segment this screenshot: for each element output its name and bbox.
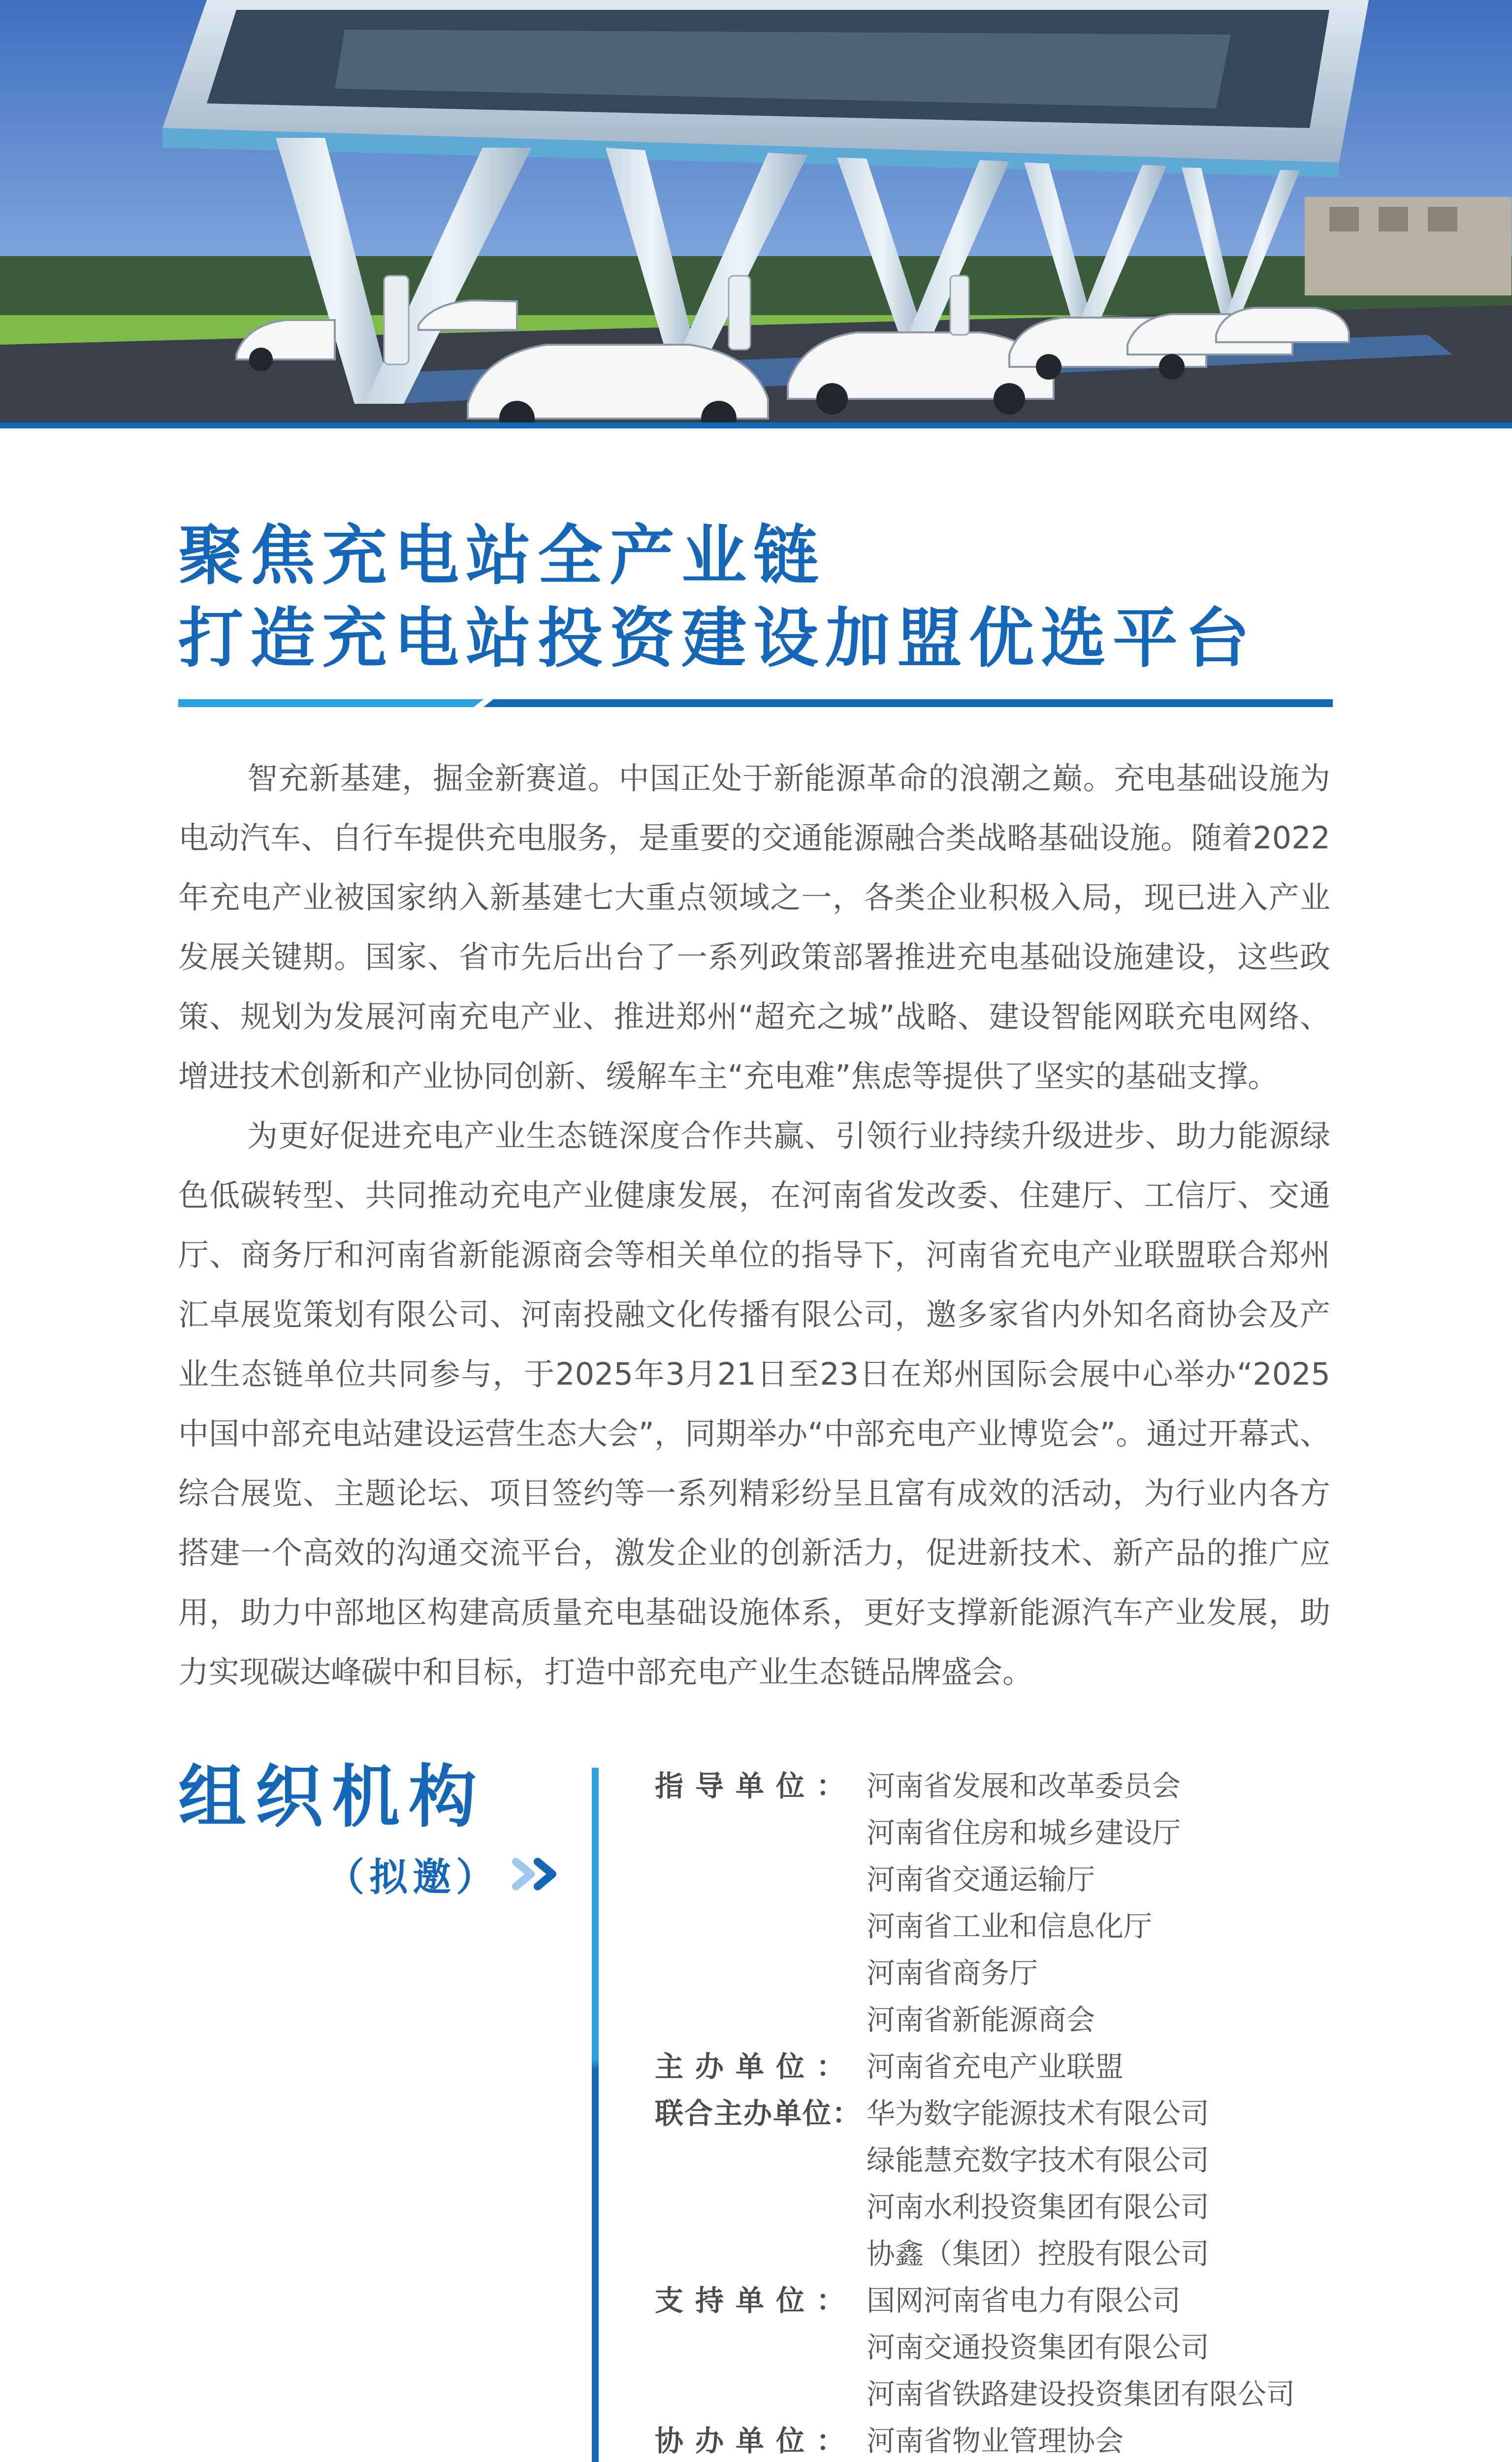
org-item: 河南省发展和改革委员会 (867, 1769, 1181, 1803)
organization-title: 组织机构 (178, 1757, 486, 1837)
org-item: 河南省新能源商会 (867, 2003, 1095, 2037)
title-line-2: 打造充电站投资建设加盟优选平台 (178, 601, 1256, 677)
main-title (178, 515, 1335, 680)
organization-heading (178, 1757, 500, 1900)
org-group-co-organizer (655, 2418, 1344, 2462)
org-item: 华为数字能源技术有限公司 (867, 2097, 1210, 2130)
section-divider-line (592, 1768, 599, 2462)
org-group-label: 主办单位： (655, 2050, 857, 2083)
organization-list (655, 1763, 1344, 2462)
org-item: 河南省工业和信息化厅 (867, 1910, 1153, 1943)
org-group-label: 协办单位： (655, 2424, 857, 2458)
org-group-label: 联合主办单位： (655, 2097, 862, 2130)
organization-subheading (326, 1846, 566, 1902)
org-group-support (655, 2277, 1344, 2418)
org-group-guidance (655, 1763, 1344, 2043)
charging-station-canopy-illustration (0, 0, 1512, 428)
org-item: 河南省商务厅 (867, 1956, 1038, 1990)
org-item: 河南交通投资集团有限公司 (867, 2331, 1210, 2364)
intro-paragraph-1: 智充新基建，掘金新赛道。中国正处于新能源革命的浪潮之巅。充电基础设施为电动汽车、自行车提供充电服务，是重要的交通能源融合类战略基础设施。随着2022年充电产业被国家纳入新基建七大重点领域之一，各类企业积极入局，现已进入产业发展关键期。国家、省市先后出台了一系列政策部署推进充电基础设施建设，这些政策、规划为发展河南充电产业、推进郑州“超充之城”战略、建设智能网联充电网络、增进技术创新和产业协同创新、缓解车主“充电难”焦虑等提供了坚实的基础支撑。 (178, 760, 1330, 1094)
organization-subheading-text: （拟邀） (326, 1855, 500, 1900)
hero-banner (0, 0, 1512, 428)
org-item: 河南省住房和城乡建设厅 (867, 1816, 1181, 1849)
org-item: 绿能慧充数字技术有限公司 (867, 2143, 1210, 2177)
org-group-co-host (655, 2090, 1344, 2277)
org-item: 协鑫（集团）控股有限公司 (867, 2237, 1210, 2270)
org-item: 国网河南省电力有限公司 (867, 2284, 1181, 2317)
double-chevron-right-icon (512, 1857, 566, 1891)
intro-paragraph-2: 为更好促进充电产业生态链深度合作共赢、引领行业持续升级进步、助力能源绿色低碳转型、共同推动充电产业健康发展，在河南省发改委、住建厅、工信厅、交通厅、商务厅和河南省新能源商会等相关单位的指导下，河南省充电产业联盟联合郑州汇卓展览策划有限公司、河南投融文化传播有限公司，邀多家省内外知名商协会及产业生态链单位共同参与，于2025年3月21日至23日在郑州国际会展中心举办“2025中国中部充电站建设运营生态大会”，同期举办“中部充电产业博览会”。通过开幕式、综合展览、主题论坛、项目签约等一系列精彩纷呈且富有成效的活动，为行业内各方搭建一个高效的沟通交流平台，激发企业的创新活力，促进新技术、新产品的推广应用，助力中部地区构建高质量充电基础设施体系，更好支撑新能源汽车产业发展，助力实现碳达峰碳中和目标，打造中部充电产业生态链品牌盛会。 (178, 1118, 1330, 1690)
org-item: 河南水利投资集团有限公司 (867, 2190, 1210, 2224)
org-group-label: 指导单位： (655, 1769, 857, 1803)
org-item: 河南省铁路建设投资集团有限公司 (867, 2377, 1295, 2411)
org-item: 河南省交通运输厅 (867, 1863, 1095, 1896)
title-line-1: 聚焦充电站全产业链 (178, 518, 825, 594)
org-group-host (655, 2043, 1344, 2090)
title-underline (178, 699, 1333, 707)
org-item: 河南省充电产业联盟 (867, 2050, 1124, 2083)
intro-text (178, 748, 1330, 1702)
org-group-label: 支持单位： (655, 2284, 857, 2317)
org-item: 河南省物业管理协会 (867, 2424, 1124, 2458)
